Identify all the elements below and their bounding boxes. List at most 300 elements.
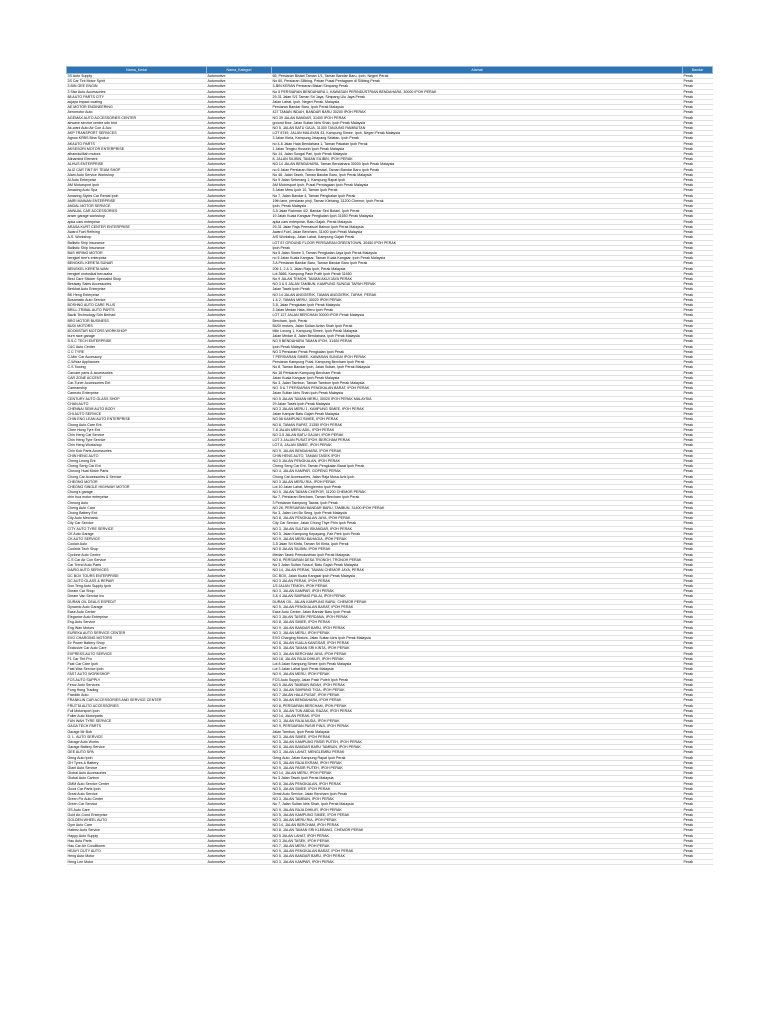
city-cell: Perak: [683, 531, 713, 536]
city-cell: Perak: [683, 568, 713, 573]
city-cell: Perak: [683, 453, 713, 458]
shop-name-cell: bengkel bee's enterprise: [67, 256, 207, 261]
shop-name-cell: Gym Auto Care: [67, 823, 207, 828]
category-cell: Automotive: [207, 131, 272, 136]
city-cell: Perak: [683, 302, 713, 307]
city-cell: Perak: [683, 438, 713, 443]
shop-name-cell: Hau Auto Parts: [67, 838, 207, 843]
city-cell: Perak: [683, 328, 713, 333]
shop-name-cell: Berkhat Auto Enterprise: [67, 287, 207, 292]
city-cell: Perak: [683, 656, 713, 661]
category-cell: Automotive: [207, 578, 272, 583]
city-cell: Perak: [683, 193, 713, 198]
address-cell: NO 7 JALAN HALA PUSAT, IPOH PERAK: [272, 693, 683, 698]
category-cell: Automotive: [207, 198, 272, 203]
shop-name-cell: BUDI MOTORS: [67, 323, 207, 328]
shop-name-cell: Amazing Auto Spa: [67, 188, 207, 193]
category-cell: Automotive: [207, 245, 272, 250]
category-cell: Automotive: [207, 630, 272, 635]
category-cell: Automotive: [207, 115, 272, 120]
address-cell: NO 3 JALAN TASEK PERDANA, IPOH PERAK: [272, 615, 683, 620]
shop-name-cell: Chin Heng Tyre Service: [67, 438, 207, 443]
city-cell: Perak: [683, 698, 713, 703]
category-cell: Automotive: [207, 708, 272, 713]
city-cell: Perak: [683, 818, 713, 823]
city-cell: Perak: [683, 693, 713, 698]
category-cell: Automotive: [207, 443, 272, 448]
category-cell: Automotive: [207, 485, 272, 490]
category-cell: Automotive: [207, 136, 272, 141]
category-cell: Automotive: [207, 844, 272, 849]
address-cell: 1/3 JALAN TEMOH, IPOH PERAK: [272, 583, 683, 588]
address-cell: CHIN HENG AUTO, TAMAN TASEK IPOH: [272, 453, 683, 458]
address-cell: Persiaran Bandar Baru, Ipoh Perak Malaysia: [272, 105, 683, 110]
category-cell: Automotive: [207, 261, 272, 266]
category-cell: Automotive: [207, 459, 272, 464]
address-cell: NO 9, JALAN MERU BAHAGIA, IPOH PERAK: [272, 537, 683, 542]
city-cell: Perak: [683, 183, 713, 188]
city-cell: Perak: [683, 745, 713, 750]
address-cell: 19th lane, persiaran pinji, Taman Klebang, 31200 Chemor, Ipoh Perak: [272, 198, 683, 203]
shop-name-cell: Garage Mr Bob: [67, 729, 207, 734]
city-cell: Perak: [683, 261, 713, 266]
address-cell: NO 8, JALAN SIMEE, IPOH PERAK: [272, 620, 683, 625]
category-cell: Automotive: [207, 661, 272, 666]
city-cell: Perak: [683, 469, 713, 474]
category-cell: Automotive: [207, 370, 272, 375]
address-cell: NO 5, Jalan Kampung Kepayang, Fair Park Ipoh Perak: [272, 531, 683, 536]
table-body: [67, 74, 713, 865]
city-cell: Perak: [683, 719, 713, 724]
address-cell: BUDI motors, Jalan Sultan Azlan Shah Ipoh Perak: [272, 323, 683, 328]
shop-name-cell: Great Auto Service: [67, 792, 207, 797]
city-cell: Perak: [683, 136, 713, 141]
category-cell: Automotive: [207, 734, 272, 739]
address-cell: Persiaran Kampung Pulai, Kampung Bercham Ipoh Perak: [272, 360, 683, 365]
category-cell: Automotive: [207, 354, 272, 359]
address-cell: NO 8, JALAN PENGKALAN, IPOH PERAK: [272, 781, 683, 786]
category-cell: Automotive: [207, 854, 272, 859]
shop-name-cell: AKP TRANSPORT SERVICES: [67, 131, 207, 136]
shop-name-cell: Ease Auto Center: [67, 609, 207, 614]
address-cell: NO 3-5 JALAN BATU GAJAH, IPOH PERAK: [272, 433, 683, 438]
city-cell: Perak: [683, 833, 713, 838]
city-cell: Perak: [683, 344, 713, 349]
shop-name-cell: Agrow KRBS Bina Syukur: [67, 136, 207, 141]
address-cell: NO 9, JALAN PASIR PUTEH, IPOH PERAK: [272, 766, 683, 771]
shop-name-cell: FAST AUTO WORKSHOP: [67, 672, 207, 677]
shop-name-cell: Gold Air-Cond Enterprise: [67, 812, 207, 817]
shop-name-cell: BRILL-TRIBAL AUTO PARTS: [67, 308, 207, 313]
city-cell: Perak: [683, 334, 713, 339]
address-cell: NO 39 JALAN BANDAR, 31400 IPOH PERAK: [272, 115, 683, 120]
category-cell: Automotive: [207, 568, 272, 573]
category-cell: Automotive: [207, 235, 272, 240]
category-cell: Automotive: [207, 360, 272, 365]
shop-name-cell: BOOMSTAR MOTORS WORKSHOP: [67, 328, 207, 333]
shop-name-cell: Ballistic Ship Insurance: [67, 240, 207, 245]
shop-name-cell: B.S.C TECH ENTERPRISE: [67, 339, 207, 344]
category-cell: Automotive: [207, 276, 272, 281]
shop-name-cell: Elegance Auto Enterprise: [67, 615, 207, 620]
address-cell: NO 3 JALAN TASEK, IPOH PERAK: [272, 838, 683, 843]
city-cell: Perak: [683, 599, 713, 604]
city-cell: Perak: [683, 152, 713, 157]
category-cell: Automotive: [207, 807, 272, 812]
address-cell: 3 Persiaran Kampung Tawas, Ipoh Perak: [272, 500, 683, 505]
city-cell: Perak: [683, 781, 713, 786]
shop-name-cell: BENGKEL KERETA SUNAR: [67, 261, 207, 266]
shop-name-cell: Dynamic Auto Garage: [67, 604, 207, 609]
city-cell: Perak: [683, 823, 713, 828]
category-cell: Automotive: [207, 818, 272, 823]
shop-name-cell: DC BOX TOURS ENTERPRISE: [67, 573, 207, 578]
shop-name-cell: C C TYRE: [67, 349, 207, 354]
category-cell: Automotive: [207, 162, 272, 167]
city-cell: Perak: [683, 407, 713, 412]
city-cell: Perak: [683, 105, 713, 110]
shop-name-cell: acjaya impact coating: [67, 100, 207, 105]
city-cell: Perak: [683, 224, 713, 229]
category-cell: Automotive: [207, 583, 272, 588]
city-cell: Perak: [683, 256, 713, 261]
city-cell: Perak: [683, 427, 713, 432]
shop-name-cell: Cheng Seng Car Ent: [67, 464, 207, 469]
category-cell: Automotive: [207, 620, 272, 625]
category-cell: Automotive: [207, 391, 272, 396]
city-cell: Perak: [683, 318, 713, 323]
shop-name-cell: City Car Service: [67, 521, 207, 526]
shop-name-cell: Garage Battery Service: [67, 745, 207, 750]
category-cell: Automotive: [207, 282, 272, 287]
shop-name-cell: AKSESORI MOTOR ENTERPRISE: [67, 146, 207, 151]
city-cell: Perak: [683, 209, 713, 214]
category-cell: Automotive: [207, 745, 272, 750]
address-cell: NO 5 JALAN LAHAT, IPOH PERAK: [272, 833, 683, 838]
address-cell: Jalan Kuala Kangsar Ipoh Perak Malaysia: [272, 375, 683, 380]
city-cell: Perak: [683, 157, 713, 162]
category-cell: Automotive: [207, 230, 272, 235]
city-cell: Perak: [683, 511, 713, 516]
city-cell: Perak: [683, 219, 713, 224]
address-cell: DC BOX, Jalan Kuala Kangsar Ipoh Perak Malaysia: [272, 573, 683, 578]
shop-name-cell: CENTURY AUTO GLASS SHOP: [67, 396, 207, 401]
shop-name-cell: Bestway Sales Accessories: [67, 282, 207, 287]
shop-name-cell: CK AUTO SERVICE: [67, 537, 207, 542]
category-cell: Automotive: [207, 438, 272, 443]
category-cell: Automotive: [207, 287, 272, 292]
shop-name-cell: 3 BIN GEE ENGIN: [67, 84, 207, 89]
category-cell: Automotive: [207, 79, 272, 84]
address-cell: Jalan Sultan Idris Shah Ipoh Perak Malaysia: [272, 391, 683, 396]
shop-name-cell: AKAUTO PARTS: [67, 141, 207, 146]
address-cell: NO 3 JALAN PERAK, IPOH PERAK: [272, 578, 683, 583]
address-cell: NO 3, JALAN SIMEE, IPOH PERAK: [272, 734, 683, 739]
city-cell: Perak: [683, 354, 713, 359]
category-cell: Automotive: [207, 126, 272, 131]
category-cell: Automotive: [207, 141, 272, 146]
category-cell: Automotive: [207, 849, 272, 854]
city-cell: Perak: [683, 370, 713, 375]
shop-name-cell: CHENNAI SEMI AUTO BODY: [67, 407, 207, 412]
city-cell: Perak: [683, 131, 713, 136]
city-cell: Perak: [683, 641, 713, 646]
category-cell: Automotive: [207, 672, 272, 677]
category-cell: Automotive: [207, 786, 272, 791]
city-cell: Perak: [683, 271, 713, 276]
category-cell: Automotive: [207, 833, 272, 838]
shop-name-cell: Eng Auto Service: [67, 620, 207, 625]
address-cell: Lot 8 Jalan Kampung Simee Ipoh Perak Malaysia: [272, 661, 683, 666]
category-cell: Automotive: [207, 313, 272, 318]
shop-name-cell: Chong Car Accessories & Service: [67, 474, 207, 479]
column-header-address: Alamat: [272, 67, 683, 74]
address-cell: Ipoh Perak Malaysia: [272, 344, 683, 349]
address-cell: NO 3 Persiaran Perak Pengkalan Ipoh Perak: [272, 349, 683, 354]
city-cell: Perak: [683, 188, 713, 193]
address-cell: 3 & 4 JALAN SIMPANG PULAI, IPOH PERAK: [272, 594, 683, 599]
city-cell: Perak: [683, 396, 713, 401]
city-cell: Perak: [683, 635, 713, 640]
address-cell: NO 18, JALAN RAJA DIHILIR, IPOH PERAK: [272, 656, 683, 661]
category-cell: Automotive: [207, 537, 272, 542]
shop-name-cell: 3S Car Tint Motor Spirit: [67, 79, 207, 84]
category-cell: Automotive: [207, 651, 272, 656]
category-cell: Automotive: [207, 349, 272, 354]
address-cell: DURAN OIL, JALAN KAMPUNG BARU, CHEMOR PERAK: [272, 599, 683, 604]
address-cell: No 60, Persiaran Silibing, Pekan Pusat Pentagram di Silibing Perak: [272, 79, 683, 84]
category-cell: Automotive: [207, 380, 272, 385]
city-cell: Perak: [683, 479, 713, 484]
shop-name-cell: CK Auto Garage: [67, 531, 207, 536]
city-cell: Perak: [683, 667, 713, 672]
shop-name-cell: Award Fuel Refining: [67, 230, 207, 235]
category-cell: Automotive: [207, 511, 272, 516]
category-cell: Automotive: [207, 724, 272, 729]
shop-name-cell: DURAN OIL DEALS ESPEDIT: [67, 599, 207, 604]
category-cell: Automotive: [207, 682, 272, 687]
city-cell: Perak: [683, 276, 713, 281]
address-cell: NO 8, PERSIARAN DESA TRONOH, TRONOH PERAK: [272, 557, 683, 562]
city-cell: Perak: [683, 859, 713, 864]
city-cell: Perak: [683, 604, 713, 609]
city-cell: Perak: [683, 380, 713, 385]
address-cell: FCS Auto Supply, Jalan Pasir Puteh Ipoh Perak: [272, 677, 683, 682]
category-cell: Automotive: [207, 474, 272, 479]
address-cell: NO 4, JALAN KAMPAR, GOPENG PERAK: [272, 469, 683, 474]
city-cell: Perak: [683, 547, 713, 552]
shop-name-cell: ANNUAL CAR ACCESSORIES: [67, 209, 207, 214]
address-cell: NO 9, JALAN BENDAHARA, IPOH PERAK: [272, 448, 683, 453]
city-cell: Perak: [683, 323, 713, 328]
column-header-category: Nama_Kategori: [207, 67, 272, 74]
city-cell: Perak: [683, 682, 713, 687]
document-page: [66, 66, 712, 974]
city-cell: Perak: [683, 464, 713, 469]
city-cell: Perak: [683, 79, 713, 84]
category-cell: Automotive: [207, 188, 272, 193]
address-cell: 3 Jalan Medan Hala, Meru Ipoh Perak: [272, 308, 683, 313]
shop-name-cell: Ev Power Battery Shop: [67, 641, 207, 646]
shop-name-cell: GOLDEN WHEEL AUTO: [67, 818, 207, 823]
category-cell: Automotive: [207, 396, 272, 401]
city-cell: Perak: [683, 838, 713, 843]
address-cell: Jalan Tambun, Ipoh Perak Malaysia: [272, 729, 683, 734]
shop-name-cell: Cheng Leong Ent: [67, 459, 207, 464]
column-header-shop-name: Nama_Kedai: [67, 67, 207, 74]
address-cell: NO 5, JALAN KAMPUNG PASIR PUTEH, IPOH PERAK: [272, 740, 683, 745]
shop-name-cell: Dream Van Service Inc: [67, 594, 207, 599]
category-cell: Automotive: [207, 89, 272, 94]
city-cell: Perak: [683, 620, 713, 625]
address-cell: NO 3, JALAN KAMPAR, IPOH PERAK: [272, 589, 683, 594]
shop-directory-table: [66, 66, 713, 865]
address-cell: NO 8, TAMAN RAPAT, 31350 IPOH PERAK: [272, 422, 683, 427]
address-cell: 3 Jalan Meru Ipoh 10, Taman Ipoh Perak: [272, 188, 683, 193]
shop-name-cell: Cheong Auto: [67, 500, 207, 505]
city-cell: Perak: [683, 661, 713, 666]
category-cell: Automotive: [207, 776, 272, 781]
shop-name-cell: BENGKEL KERETA WAN: [67, 266, 207, 271]
city-cell: Perak: [683, 214, 713, 219]
category-cell: Automotive: [207, 292, 272, 297]
city-cell: Perak: [683, 443, 713, 448]
city-cell: Perak: [683, 386, 713, 391]
category-cell: Automotive: [207, 386, 272, 391]
category-cell: Automotive: [207, 172, 272, 177]
shop-name-cell: Green Fix Auto Center: [67, 797, 207, 802]
address-cell: NO 9, JALAN MERU, IPOH PERAK: [272, 672, 683, 677]
city-cell: Perak: [683, 583, 713, 588]
city-cell: Perak: [683, 537, 713, 542]
shop-name-cell: Global Auto Carbon: [67, 776, 207, 781]
address-cell: NO 3 JALAN MERU 1, KAMPUNG SIMEE, IPOH PERAK: [272, 407, 683, 412]
city-cell: Perak: [683, 521, 713, 526]
city-cell: Perak: [683, 412, 713, 417]
address-cell: NO 5, JALAN BANDAR BARU, IPOH PERAK: [272, 854, 683, 859]
category-cell: Automotive: [207, 703, 272, 708]
category-cell: Automotive: [207, 308, 272, 313]
city-cell: Perak: [683, 516, 713, 521]
category-cell: Automotive: [207, 302, 272, 307]
shop-name-cell: ARASA KURT CENTER ENTERPRISE: [67, 224, 207, 229]
city-cell: Perak: [683, 594, 713, 599]
shop-name-cell: Fong Hong Trading: [67, 687, 207, 692]
city-cell: Perak: [683, 162, 713, 167]
shop-name-cell: Best Care Sticker Specialist Shop: [67, 276, 207, 281]
address-cell: NO 9 BENDAHARA TAMAN IPOH, 31400 PERAK: [272, 339, 683, 344]
shop-name-cell: BRO MOTOR BUSINESS: [67, 318, 207, 323]
category-cell: Automotive: [207, 729, 272, 734]
address-cell: 3 A Persiaran Bandar Baru, Taman Bandar Baru Ipoh Perak: [272, 261, 683, 266]
city-cell: Perak: [683, 230, 713, 235]
city-cell: Perak: [683, 708, 713, 713]
city-cell: Perak: [683, 250, 713, 255]
category-cell: Automotive: [207, 433, 272, 438]
address-cell: NO 3, JALAN MERU, IPOH PERAK: [272, 630, 683, 635]
category-cell: Automotive: [207, 183, 272, 188]
shop-name-cell: BOSHNO AUTO CARE PLUS: [67, 302, 207, 307]
shop-name-cell: CHI AUTO SERVICE: [67, 412, 207, 417]
city-cell: Perak: [683, 755, 713, 760]
category-cell: Automotive: [207, 859, 272, 864]
city-cell: Perak: [683, 797, 713, 802]
address-cell: 7-8 JALAN MERU ADIL, IPOH PERAK: [272, 427, 683, 432]
address-cell: 3-5 Jalan Rahman 4/2, Bandar Seri Botani, Ipoh Perak: [272, 209, 683, 214]
city-cell: Perak: [683, 844, 713, 849]
shop-name-cell: Alinamind Element: [67, 157, 207, 162]
address-cell: NO 5, JALAN SIMEE, IPOH PERAK: [272, 786, 683, 791]
address-cell: NO 14, JALAN MERU, IPOH PERAK: [272, 771, 683, 776]
category-cell: Automotive: [207, 401, 272, 406]
city-cell: Perak: [683, 490, 713, 495]
address-cell: NO 5, JALAN PENGKALAN BARAT, IPOH PERAK: [272, 604, 683, 609]
shop-name-cell: Bosamatic Auto Service: [67, 297, 207, 302]
city-cell: Perak: [683, 651, 713, 656]
category-cell: Automotive: [207, 755, 272, 760]
address-cell: Geng Auto, Jalan Kampung Rapat Ipoh Perak: [272, 755, 683, 760]
city-cell: Perak: [683, 178, 713, 183]
city-cell: Perak: [683, 687, 713, 692]
address-cell: EVO Charging Motors, Jalan Sultan Idris Ipoh Perak Malaysia: [272, 635, 683, 640]
address-cell: Lot 10 Jalan Lahat, Menglembu Ipoh Perak: [272, 485, 683, 490]
shop-name-cell: Dream Car Shop: [67, 589, 207, 594]
category-cell: Automotive: [207, 167, 272, 172]
city-cell: Perak: [683, 542, 713, 547]
city-cell: Perak: [683, 308, 713, 313]
shop-name-cell: Green Car Service: [67, 802, 207, 807]
address-cell: Mile Lorong 1, Kampung Simee, Ipoh Perak Malaysia: [272, 328, 683, 333]
shop-name-cell: BK Heng Enterprise: [67, 292, 207, 297]
address-cell: No 14, Jalan Sungai Pari, Ipoh Perak Malaysia: [272, 152, 683, 157]
city-cell: Perak: [683, 120, 713, 125]
address-cell: Great Auto Service, Jalan Bercham Ipoh Perak: [272, 792, 683, 797]
shop-name-cell: Al Auto Enterprise: [67, 178, 207, 183]
category-cell: Automotive: [207, 646, 272, 651]
category-cell: Automotive: [207, 573, 272, 578]
category-cell: Automotive: [207, 828, 272, 833]
address-cell: NO 5 JALAN PENGKALAN, IPOH PERAK: [272, 459, 683, 464]
city-cell: Perak: [683, 89, 713, 94]
address-cell: No 3 Jalan Sultan Yussuf, Batu Gajah Perak Malaysia: [272, 563, 683, 568]
address-cell: 3-5 Jalan Sri Kinta, Taman Sri Kinta, Ipoh Perak: [272, 542, 683, 547]
category-cell: Automotive: [207, 542, 272, 547]
shop-name-cell: AGEMAX AUTO ACCESSORIES CENTER: [67, 115, 207, 120]
address-cell: NO 3, JALAN SIMPANG TIGA, IPOH PERAK: [272, 687, 683, 692]
shop-name-cell: HEAVY DUTY AUTO: [67, 849, 207, 854]
city-cell: Perak: [683, 172, 713, 177]
city-cell: Perak: [683, 854, 713, 859]
category-cell: Automotive: [207, 563, 272, 568]
address-cell: NO 5, JALAN RAJA EKRAM, IPOH PERAK: [272, 760, 683, 765]
category-cell: Automotive: [207, 323, 272, 328]
city-cell: Perak: [683, 724, 713, 729]
shop-name-cell: Garage Auto Works: [67, 740, 207, 745]
address-cell: NO 3, JALAN BERCHAM JAYA, IPOH PERAK: [272, 651, 683, 656]
shop-name-cell: Bavik Technology Sdn Berhad: [67, 313, 207, 318]
address-cell: NO 14, JALAN PERAK, IPOH: [272, 713, 683, 718]
address-cell: 29-31 Jalan Raja Permaisuri Bainun Ipoh Perak Malaysia: [272, 224, 683, 229]
address-cell: NO 14 JALAN ANGGERIK, TAMAN ANGGERIK, TAPAH, PERAK: [272, 292, 683, 297]
address-cell: NO 9, JALAN RAJA DIHILIR, IPOH PERAK: [272, 807, 683, 812]
shop-name-cell: Chee Hong Tyre Ent: [67, 427, 207, 432]
city-cell: Perak: [683, 339, 713, 344]
category-cell: Automotive: [207, 719, 272, 724]
city-cell: Perak: [683, 433, 713, 438]
address-cell: 3-8, Jalan Pengkalan Ipoh Perak Malaysia: [272, 302, 683, 307]
address-cell: NO 26, PERSIARAN BANDAR BARU, TAMBUN, 31400 IPOH PERAK: [272, 505, 683, 510]
city-cell: Perak: [683, 729, 713, 734]
